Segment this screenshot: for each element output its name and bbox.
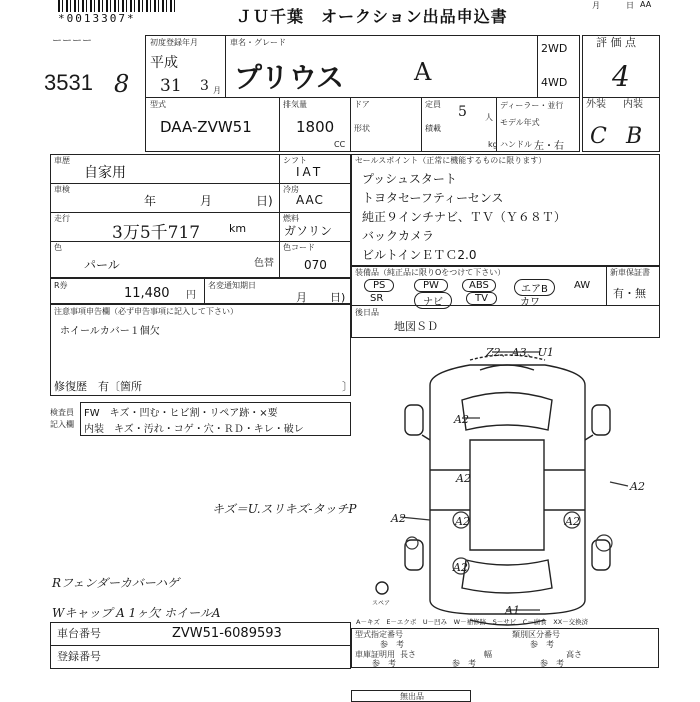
inspector-record-label: 記入欄 [50,420,74,429]
selling-point: トヨタセーフティーセンス [362,191,504,205]
inspection-day: 日) [256,194,273,208]
shape-label: 形状 [354,124,370,133]
handwritten-note-2: Rフェンダーカバーハゲ [52,576,180,590]
equip-sr: SR [370,293,384,304]
category-number-label: 類別区分番号 [512,630,560,639]
recycle-unit: 円 [186,290,196,301]
damage-rear-bumper: A1 [505,604,520,617]
shift-value: IAT [296,165,324,179]
selling-point: バックカメラ [362,229,435,243]
name-change-month: 月 [296,291,307,304]
interior-label: 内装 [623,99,643,110]
date-tag: AA [640,0,652,9]
load-label: 積載 [425,124,441,133]
dealer-label: ディーラー・並行 [500,101,564,110]
ac-label: 冷房 [283,185,299,194]
handle-value: 左・右 [534,141,564,152]
selling-points-label: セールスポイント（正常に機能するものに限ります） [355,156,547,165]
reference-label-1: 参 考 [380,640,404,649]
exterior-codes: FW キズ・凹む・ヒビ割・リペア跡・×要 [84,408,278,419]
equip-ps: PS [364,279,394,292]
damage-front-left-door: A2 [454,413,469,426]
notes-label: 注意事項申告欄（必ず申告事項に記入して下さい） [54,307,238,316]
recycle-label: R券 [54,281,68,290]
damage-rear-left: A2 [453,561,468,574]
first-registration-label: 初度登録年月 [150,38,198,47]
inspection-month: 月 [200,194,213,208]
drive-2wd: 2WD [541,42,568,55]
date-month: 月 [592,1,600,10]
date-day: 日 [626,1,634,10]
footer-text: 無出品 [400,692,424,701]
registration-year: 31 [160,76,182,96]
damage-circle [406,537,418,549]
warranty-label: 新車保証書 [610,268,650,277]
mileage-value: 3万5千717 [112,223,201,243]
color-code-label: 色コード [283,243,315,252]
rear-bumper-line [470,620,545,625]
aftermarket-label: 後日品 [355,308,379,317]
reference-label-5: 参 考 [540,659,564,668]
repair-history: 修復歴 有〔箇所 [54,380,142,393]
usage-value: 自家用 [84,165,126,181]
handwritten-note-1: キズ＝U.スリキズ-タッチP [212,502,357,516]
registration-month: 3 [200,78,209,94]
equip-pw: PW [414,279,448,292]
car-name-label: 車名・グレード [230,38,286,47]
ac-value: AAC [296,193,324,207]
roof-outline [470,440,544,550]
name-change-label: 名変通知期日 [208,281,256,290]
aftermarket-content: 地図ＳＤ [394,320,438,333]
interior-codes: 内装 キズ・汚れ・コゲ・穴・ＲＤ・キレ・破レ [84,424,304,435]
damage-left-rear: A2 [391,512,406,525]
notes-content: ホイールカバー１個欠 [60,326,160,337]
car-grade: A [414,58,432,86]
chassis-number: ZVW51-6089593 [172,626,282,641]
score-value: 4 [612,60,630,93]
color-number-label: 色替 [254,258,274,269]
capacity-label: 定員 [425,100,441,109]
displacement-unit: CC [334,140,346,149]
model-year-label: モデル年式 [500,118,540,127]
damage-right-panel: A2 [565,515,580,528]
score-label: 評 価 点 [596,36,636,49]
equipment-label: 装備品（純正品に限りOをつけて下さい） [355,268,506,277]
vehicle-cert-label: 車庫証明用 [355,650,395,659]
document-title: ＪＵ千葉 オークション出品申込書 [236,7,508,26]
equip-tv: TV [466,292,497,305]
right-mirror [585,435,593,440]
damage-left-panel: A2 [455,515,470,528]
model-code: DAA-ZVW51 [160,118,252,136]
registration-number-label: 登録番号 [57,650,101,663]
front-left-wheel [405,405,423,435]
usage-label: 車歴 [54,156,70,165]
warranty-value: 有・無 [613,287,646,300]
width-label: 幅 [484,650,492,659]
left-mirror [422,435,430,440]
color-label: 色 [54,243,62,252]
reference-label-4: 参 考 [452,659,476,668]
name-change-day: 日) [330,291,346,304]
spare-label: スペア [372,600,391,607]
rear-right-wheel [592,540,610,570]
equip-navi: ナビ [414,292,452,309]
mileage-unit: km [229,222,247,235]
damage-right-side: A2 [630,480,645,493]
windshield-outline [462,393,552,431]
era-name: 平成 [150,55,178,71]
length-label: 長さ [400,650,416,659]
capacity-value: 5 [458,104,467,120]
car-name: プリウス [234,61,345,94]
doors-label: ドア [354,100,370,109]
reference-label-3: 参 考 [372,659,396,668]
capacity-unit: 人 [485,113,493,122]
damage-front-bumper: Z2、A3、U1 [486,346,554,359]
recycle-value: 11,480 [124,286,170,301]
repair-bracket: 〕 [342,380,353,393]
equip-leather: カワ [520,297,540,308]
selling-point: ビルトインＥＴＣ2.0 [362,248,477,262]
equip-aw: AW [574,280,591,291]
interior-grade: B [626,124,643,149]
hood-line [480,365,534,370]
model-label: 型式 [150,100,166,109]
exterior-grade: C [590,124,607,149]
lot-suffix: 8 [114,70,130,98]
shift-label: シフト [283,156,307,165]
exterior-label: 外装 [586,99,606,110]
selling-point: 純正９インチナビ、ＴＶ（Ｙ６８Ｔ） [362,210,566,224]
rear-left-wheel [405,540,423,570]
selling-point: プッシュスタート [362,172,457,186]
type-designation-label: 型式指定番号 [355,630,403,639]
spare-tire [376,582,388,594]
equip-abs: ABS [462,279,496,292]
drive-4wd: 4WD [541,76,568,89]
reference-label-2: 参 考 [530,640,554,649]
mileage-label: 走行 [54,214,70,223]
equip-airbag: エアB [514,279,555,296]
month-unit: 月 [213,86,221,95]
lot-number: 3531 [44,70,93,95]
inspection-label: 車検 [54,185,70,194]
inspection-year: 年 [144,194,157,208]
displacement-label: 排気量 [283,100,307,109]
color-code-value: 070 [304,258,327,272]
damage-legend: A－キズ E－エクボ U－凹み W－補修跡 S－サビ C－腐食 XX－交換済 [356,618,589,626]
color-value: パール [84,258,120,272]
fuel-value: ガソリン [284,224,333,238]
chassis-label: 車台番号 [57,627,101,640]
handle-label: ハンドル [500,140,532,149]
inspector-label: 検査員 [50,408,74,417]
handwritten-note-3: Wキャップ A 1ヶ欠 ホイールA [52,606,221,620]
load-unit: kg [488,140,498,149]
corner-mark: ーーーー [52,36,92,47]
height-label: 高さ [566,650,582,659]
barcode-number: *0013307* [58,12,136,25]
fuel-label: 燃料 [283,214,299,223]
displacement-value: 1800 [296,118,335,136]
front-right-wheel [592,405,610,435]
damage-arrow [610,482,628,486]
damage-left-side: A2 [456,472,471,485]
rear-window-outline [462,560,552,593]
car-body-outline [430,365,585,614]
